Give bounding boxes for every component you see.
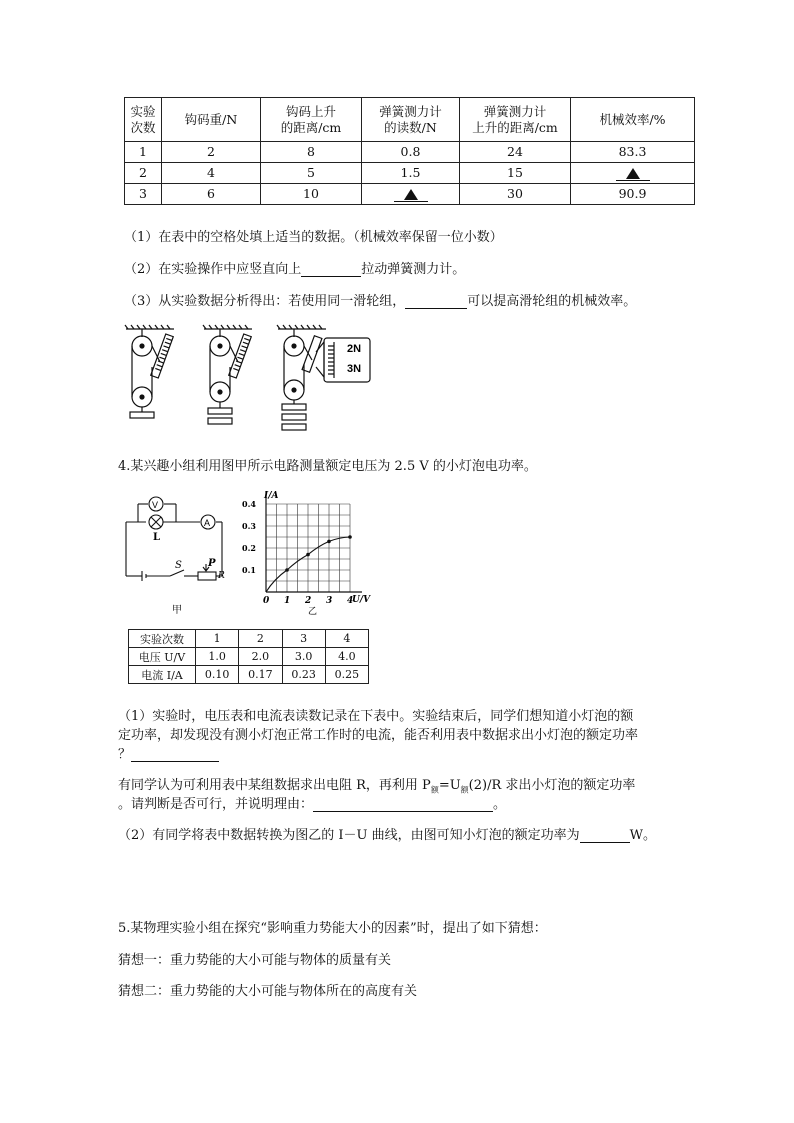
q4-part1-line3 bbox=[118, 743, 219, 762]
cell: 2 bbox=[162, 142, 261, 163]
subscript: 额 bbox=[430, 785, 439, 795]
header-text: 钩码重/N bbox=[184, 111, 238, 127]
x-tick-label: 0 bbox=[263, 596, 270, 606]
cell: 6 bbox=[162, 184, 261, 205]
table-row bbox=[125, 142, 695, 163]
x-tick-label: 1 bbox=[284, 596, 291, 606]
ammeter-symbol: A bbox=[204, 518, 211, 528]
switch-label: S bbox=[175, 560, 182, 571]
table-row bbox=[125, 163, 695, 184]
cell: 实验次数 bbox=[129, 630, 196, 648]
circuit-diagram bbox=[120, 488, 230, 623]
x-tick-label: 2 bbox=[305, 596, 312, 606]
cell: 4.0 bbox=[325, 648, 368, 666]
cell: 1 bbox=[125, 142, 162, 163]
pulley-figure-3 bbox=[277, 325, 370, 430]
q3-part3 bbox=[124, 290, 636, 309]
cell: 2 bbox=[125, 163, 162, 184]
y-tick-label: 0.4 bbox=[242, 499, 256, 509]
blank-reading-cell[interactable] bbox=[362, 184, 460, 205]
x-axis-label: U/V bbox=[352, 595, 371, 605]
cell: 3 bbox=[125, 184, 162, 205]
y-tick-label: 0.2 bbox=[242, 543, 256, 553]
header-text: 机械效率/% bbox=[599, 111, 666, 127]
scale-label-3n: 3N bbox=[347, 363, 362, 375]
cell: 0.23 bbox=[282, 666, 325, 684]
answer-blank[interactable] bbox=[313, 797, 493, 812]
figure-yi-label: 乙 bbox=[308, 607, 318, 616]
header-spring-distance bbox=[460, 98, 571, 142]
cell: 24 bbox=[460, 142, 571, 163]
q4-part2-text: =U bbox=[438, 778, 461, 793]
answer-blank[interactable] bbox=[405, 294, 467, 309]
slider-label: P bbox=[208, 558, 216, 569]
q4-part1-line1: （1）实验时，电压表和电流表读数记录在下表中。实验结束后，同学们想知道小灯泡的额 bbox=[118, 709, 634, 724]
triangle-icon bbox=[404, 189, 418, 200]
cell: 83.3 bbox=[571, 142, 695, 163]
header-efficiency bbox=[571, 98, 695, 142]
q3-part2 bbox=[124, 258, 465, 277]
header-text: 实验 次数 bbox=[130, 103, 156, 135]
pulley-figures bbox=[120, 322, 380, 440]
cell: 2 bbox=[239, 630, 282, 648]
cell: 90.9 bbox=[571, 184, 695, 205]
q5-guess1: 猜想一：重力势能的大小可能与物体的质量有关 bbox=[118, 953, 392, 968]
table-row bbox=[129, 630, 369, 648]
data-point bbox=[327, 540, 331, 544]
q3-part2-text: （2）在实验操作中应竖直向上 bbox=[124, 262, 302, 277]
header-spring-reading bbox=[362, 98, 460, 142]
q4-part2-line2 bbox=[118, 793, 506, 812]
q4-part1-text: ？ bbox=[118, 747, 132, 762]
q3-part1: （1）在表中的空格处填上适当的数据。（机械效率保留一位小数） bbox=[124, 230, 503, 245]
lamp-label: L bbox=[153, 532, 161, 543]
pulley-figure-2 bbox=[203, 325, 252, 424]
iu-chart bbox=[240, 486, 380, 616]
cell: 0.10 bbox=[196, 666, 239, 684]
cell: 5 bbox=[261, 163, 362, 184]
header-text: 弹簧测力计 上升的距离/cm bbox=[472, 103, 558, 135]
cell: 0.17 bbox=[239, 666, 282, 684]
header-hook-distance bbox=[261, 98, 362, 142]
q4-part2-text: 。 bbox=[493, 797, 507, 812]
y-axis-label: I/A bbox=[264, 491, 279, 501]
cell: 1.5 bbox=[362, 163, 460, 184]
cell: 1.0 bbox=[196, 648, 239, 666]
cell: 4 bbox=[162, 163, 261, 184]
q4-part3-text: （2）有同学将表中数据转换为图乙的 I－U 曲线，由图可知小灯泡的额定功率为 bbox=[118, 828, 580, 843]
table-row bbox=[129, 666, 369, 684]
blank-efficiency-cell[interactable] bbox=[571, 163, 695, 184]
triangle-icon bbox=[626, 168, 640, 179]
table-row bbox=[129, 648, 369, 666]
iv-data-table bbox=[128, 629, 369, 684]
data-point bbox=[306, 553, 310, 557]
chart-axes bbox=[266, 492, 362, 592]
cell: 1 bbox=[196, 630, 239, 648]
answer-blank[interactable] bbox=[301, 262, 361, 277]
efficiency-table bbox=[124, 97, 695, 205]
cell: 0.25 bbox=[325, 666, 368, 684]
triangle-blank bbox=[616, 167, 650, 181]
answer-blank[interactable] bbox=[580, 828, 630, 843]
answer-blank[interactable] bbox=[131, 747, 219, 762]
cell: 10 bbox=[261, 184, 362, 205]
subscript: 额 bbox=[460, 785, 469, 795]
cell: 8 bbox=[261, 142, 362, 163]
cell: 15 bbox=[460, 163, 571, 184]
q4-part3 bbox=[118, 824, 656, 843]
triangle-blank bbox=[394, 188, 428, 202]
cell: 2.0 bbox=[239, 648, 282, 666]
y-tick-label: 0.3 bbox=[242, 521, 256, 531]
cell: 3.0 bbox=[282, 648, 325, 666]
cell: 电流 I/A bbox=[129, 666, 196, 684]
cell: 4 bbox=[325, 630, 368, 648]
scale-label-2n: 2N bbox=[347, 343, 362, 355]
q5-title: 5.某物理实验小组在探究“影响重力势能大小的因素”时，提出了如下猜想： bbox=[118, 921, 547, 936]
x-tick-label: 4 bbox=[347, 596, 354, 606]
cell: 0.8 bbox=[362, 142, 460, 163]
figure-jia-label: 甲 bbox=[172, 605, 182, 616]
data-point bbox=[285, 568, 289, 572]
q3-part2-text-end: 拉动弹簧测力计。 bbox=[361, 262, 466, 277]
table-row bbox=[125, 184, 695, 205]
y-tick-label: 0.1 bbox=[242, 565, 256, 575]
voltmeter-symbol: V bbox=[152, 500, 159, 510]
q4-part2-text: 。请判断是否可行，并说明理由： bbox=[118, 797, 314, 812]
q4-part1-line2: 定功率，却发现没有测小灯泡正常工作时的电流，能否利用表中数据求出小灯泡的额定功率 bbox=[118, 728, 639, 743]
header-weight bbox=[162, 98, 261, 142]
chart-grid bbox=[266, 504, 350, 592]
pulley-figure-1 bbox=[125, 325, 174, 418]
cell: 电压 U/V bbox=[129, 648, 196, 666]
q4-part2-text: 有同学认为可利用表中某组数据求出电阻 R，再利用 P bbox=[118, 778, 431, 793]
q4-part2-text: (2)/R 求出小灯泡的额定功率 bbox=[468, 778, 636, 793]
q3-part3-text: （3）从实验数据分析得出：若使用同一滑轮组， bbox=[124, 294, 406, 309]
header-text: 钩码上升 的距离/cm bbox=[280, 103, 342, 135]
q4-title: 4.某兴趣小组利用图甲所示电路测量额定电压为 2.5 V 的小灯泡电功率。 bbox=[118, 459, 537, 474]
header-text: 弹簧测力计 的读数/N bbox=[379, 103, 442, 135]
x-tick-label: 3 bbox=[326, 596, 333, 606]
cell: 30 bbox=[460, 184, 571, 205]
cell: 3 bbox=[282, 630, 325, 648]
resistor-label: R bbox=[218, 571, 225, 581]
data-point bbox=[348, 535, 352, 539]
q3-part3-text-end: 可以提高滑轮组的机械效率。 bbox=[467, 294, 637, 309]
q5-guess2: 猜想二：重力势能的大小可能与物体所在的高度有关 bbox=[118, 984, 418, 999]
header-trial bbox=[125, 98, 162, 142]
q4-part3-text: W。 bbox=[629, 828, 657, 843]
